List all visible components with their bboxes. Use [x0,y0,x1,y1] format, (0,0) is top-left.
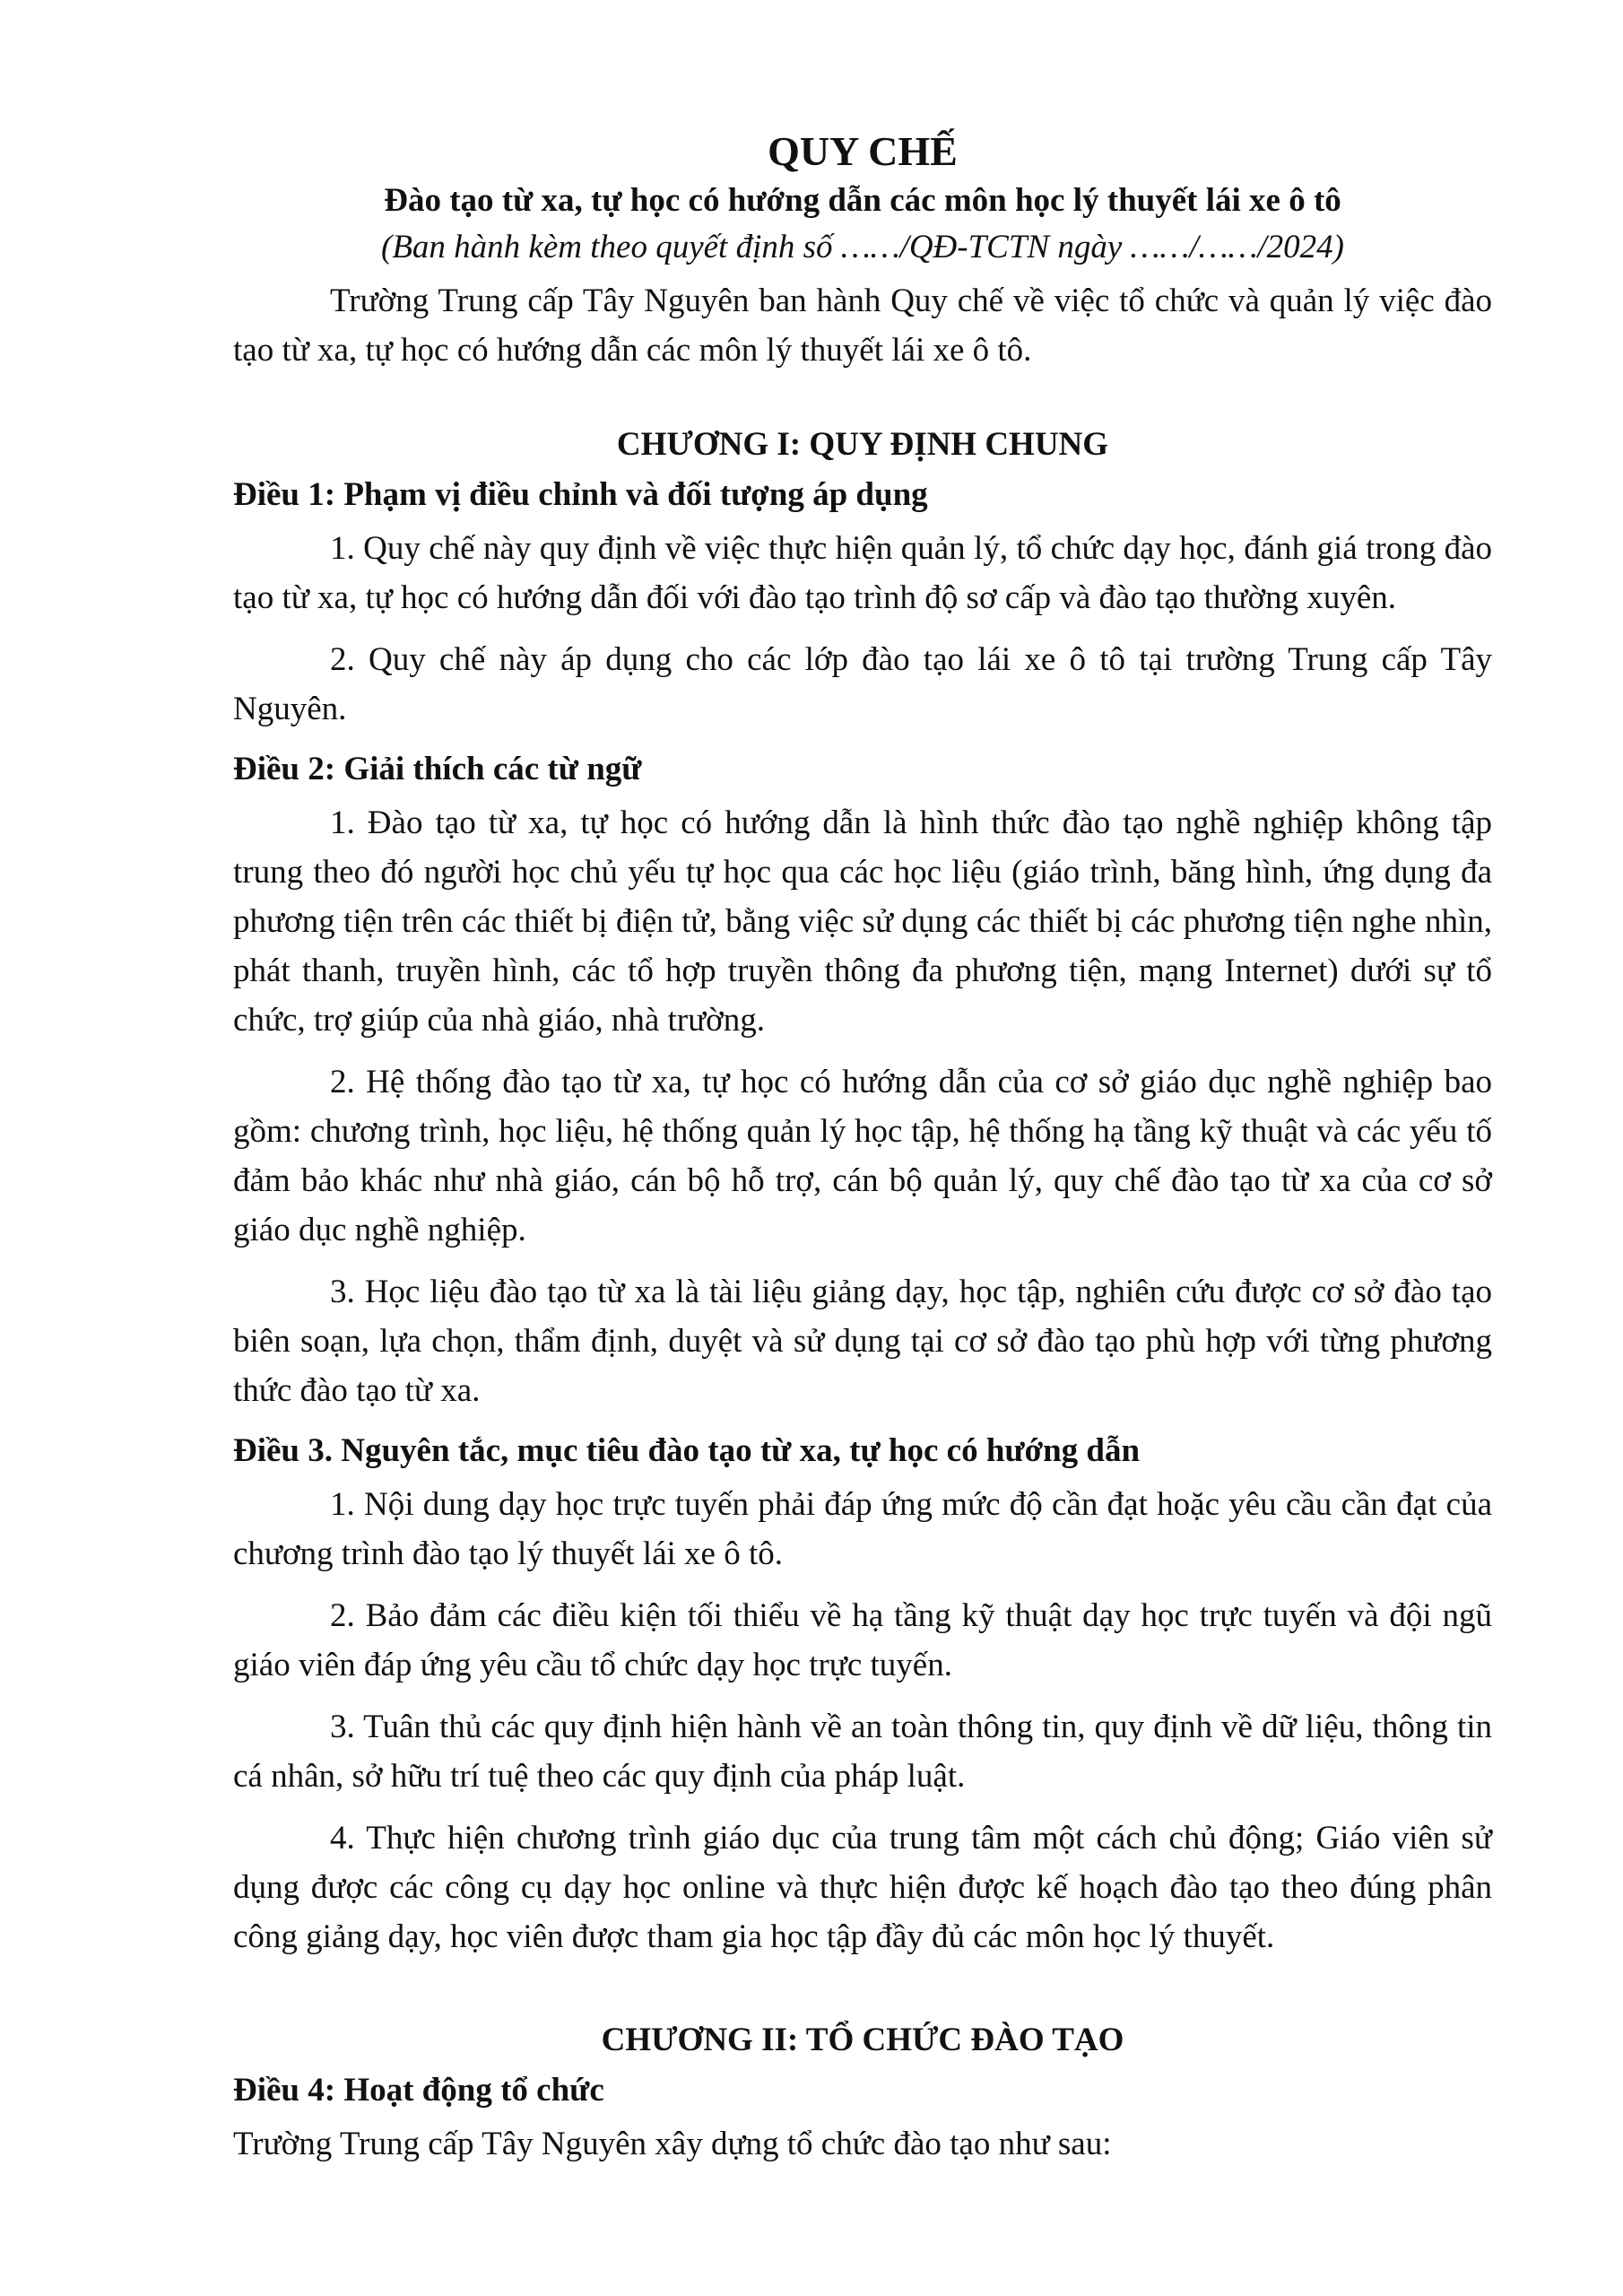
issuance-note: (Ban hành kèm theo quyết định số ……/QĐ-TCTN ngày ……/……/2024) [381,229,1344,265]
article-4-heading: Điều 4: Hoạt động tổ chức [233,2072,604,2109]
article-1-heading: Điều 1: Phạm vị điều chỉnh và đối tượng áp dụng [233,476,928,513]
article-3-heading: Điều 3. Nguyên tắc, mục tiêu đào tạo từ xa, tự học có hướng dẫn [233,1432,1141,1469]
article-1-clause-2: 2. Quy chế này áp dụng cho các lớp đào tạo lái xe ô tô tại trường Trung cấp Tây Nguyên. [233,641,1492,727]
document-page [233,126,1492,2181]
intro-paragraph: Trường Trung cấp Tây Nguyên ban hành Quy chế về việc tổ chức và quản lý việc đào tạo từ xa, tự học có hướng dẫn các môn lý thuyết lái xe ô tô. [233,283,1492,369]
article-4-intro: Trường Trung cấp Tây Nguyên xây dựng tổ chức đào tạo như sau: [233,2126,1112,2162]
article-3-clause-1: 1. Nội dung dạy học trực tuyến phải đáp ứng mức độ cần đạt hoặc yêu cầu cần đạt của chương trình đào tạo lý thuyết lái xe ô tô. [233,1486,1492,1572]
article-3-clause-2: 2. Bảo đảm các điều kiện tối thiểu về hạ tầng kỹ thuật dạy học trực tuyến và đội ngũ giáo viên đáp ứng yêu cầu tổ chức dạy học trực tuyến. [233,1597,1492,1683]
article-2-heading: Điều 2: Giải thích các từ ngữ [233,751,642,787]
chapter-1-heading: CHƯƠNG I: QUY ĐỊNH CHUNG [616,426,1109,463]
article-2-clause-1: 1. Đào tạo từ xa, tự học có hướng dẫn là hình thức đào tạo nghề nghiệp không tập trung theo đó người học chủ yếu tự học qua các học liệu (giáo trình, băng hình, ứng dụng đa phương tiện trên các thiết bị điện tử, bằng việc sử dụng các thiết bị các phương tiện nghe nhìn, phát thanh, truyền hình, các tổ hợp truyền thông đa phương tiện, mạng Internet) dưới sự tổ chức, trợ giúp của nhà giáo, nhà trường. [233,804,1492,1039]
chapter-2-heading: CHƯƠNG II: TỔ CHỨC ĐÀO TẠO [601,2022,1124,2058]
document-subtitle: Đào tạo từ xa, tự học có hướng dẫn các môn học lý thuyết lái xe ô tô [384,182,1341,219]
article-3-clause-4: 4. Thực hiện chương trình giáo dục của trung tâm một cách chủ động; Giáo viên sử dụng được các công cụ dạy học online và thực hiện được kế hoạch đào tạo theo đúng phân công giảng dạy, học viên được tham gia học tập đầy đủ các môn học lý thuyết. [233,1820,1492,1955]
article-2-clause-3: 3. Học liệu đào tạo từ xa là tài liệu giảng dạy, học tập, nghiên cứu được cơ sở đào tạo biên soạn, lựa chọn, thẩm định, duyệt và sử dụng tại cơ sở đào tạo phù hợp với từng phương thức đào tạo từ xa. [233,1274,1492,1409]
article-2-clause-2: 2. Hệ thống đào tạo từ xa, tự học có hướng dẫn của cơ sở giáo dục nghề nghiệp bao gồm: chương trình, học liệu, hệ thống quản lý học tập, hệ thống hạ tầng kỹ thuật và các yếu tố đảm bảo khác như nhà giáo, cán bộ hỗ trợ, cán bộ quản lý, quy chế đào tạo từ xa của cơ sở giáo dục nghề nghiệp. [233,1064,1492,1248]
article-1-clause-1: 1. Quy chế này quy định về việc thực hiện quản lý, tổ chức dạy học, đánh giá trong đào tạo từ xa, tự học có hướng dẫn đối với đào tạo trình độ sơ cấp và đào tạo thường xuyên. [233,530,1492,616]
document-title: QUY CHẾ [768,128,958,174]
article-3-clause-3: 3. Tuân thủ các quy định hiện hành về an toàn thông tin, quy định về dữ liệu, thông tin cá nhân, sở hữu trí tuệ theo các quy định của pháp luật. [233,1709,1492,1795]
